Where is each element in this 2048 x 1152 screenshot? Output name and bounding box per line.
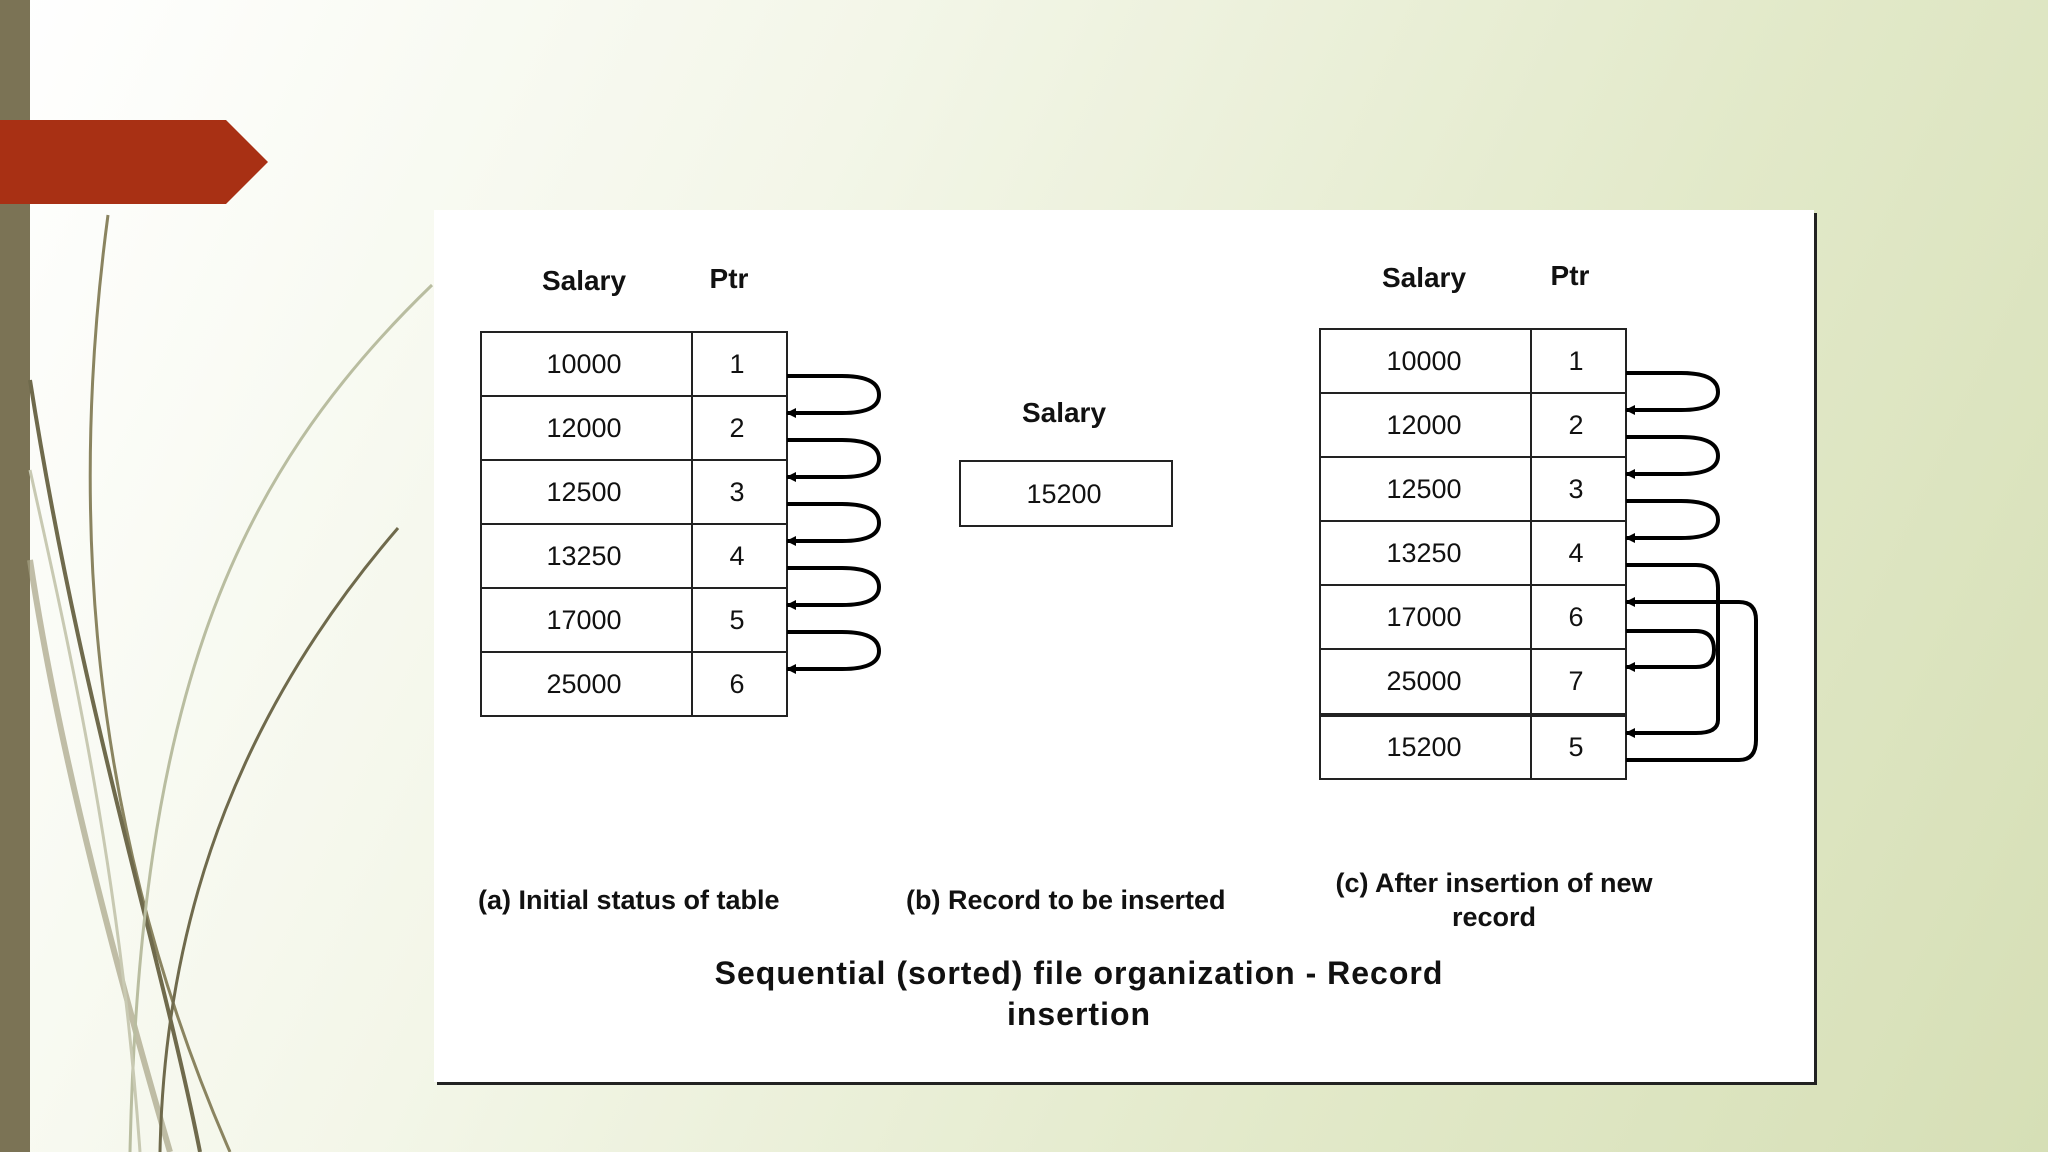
- table-a-ptr-header: Ptr: [709, 263, 749, 294]
- table-c-cell: 7: [1568, 666, 1584, 696]
- table-c-cell: 4: [1568, 538, 1584, 568]
- pointer-arrow: [787, 632, 879, 669]
- table-a-cell: 2: [729, 413, 745, 443]
- record-b-value: 15200: [1026, 479, 1102, 509]
- pointer-arrow: [1626, 501, 1718, 538]
- table-a-cell: 3: [729, 477, 745, 507]
- pointer-arrow: [787, 568, 879, 605]
- table-a-cell: 4: [729, 541, 745, 571]
- table-c-cell: 10000: [1386, 346, 1462, 376]
- pointer-arrow: [787, 376, 879, 413]
- table-c-cell: 17000: [1386, 602, 1462, 632]
- table-c-salary-header: Salary: [1381, 262, 1467, 293]
- table-a-cell: 12500: [546, 477, 622, 507]
- pointer-arrow-to-new-record: [1626, 565, 1718, 733]
- caption-c-line1: (c) After insertion of new: [1335, 868, 1653, 898]
- table-c-cell: 3: [1568, 474, 1584, 504]
- record-b-salary-header: Salary: [1021, 397, 1107, 428]
- table-a-cell: 5: [729, 605, 745, 635]
- table-c-cell: 1: [1568, 346, 1584, 376]
- pointer-arrow: [1626, 437, 1718, 474]
- table-c-ptr-header: Ptr: [1550, 260, 1590, 291]
- record-b: [960, 397, 1172, 526]
- pointer-arrow: [787, 440, 879, 477]
- table-a-cell: 25000: [546, 669, 622, 699]
- pointer-arrow: [1626, 373, 1718, 410]
- diagram-title-line2: insertion: [1006, 996, 1152, 1032]
- diagram-panel: [434, 210, 1814, 1082]
- diagram-title-line1: Sequential (sorted) file organization - Record: [714, 955, 1444, 991]
- table-a-cell: 6: [729, 669, 745, 699]
- pointer-arrow-from-new-record: [1626, 602, 1756, 760]
- table-a-cell: 1: [729, 349, 745, 379]
- table-a-cell: 13250: [546, 541, 622, 571]
- caption-c-line2: record: [1451, 902, 1537, 932]
- section-tab: [0, 120, 268, 204]
- table-a-cell: 12000: [546, 413, 622, 443]
- table-c: [1320, 260, 1756, 779]
- table-c-cell: 25000: [1386, 666, 1462, 696]
- pointer-arrow: [787, 504, 879, 541]
- table-a-cell: 10000: [546, 349, 622, 379]
- table-c-cell: 5: [1568, 732, 1584, 762]
- table-a: [481, 263, 879, 716]
- table-c-cell: 13250: [1386, 538, 1462, 568]
- table-c-cell: 12000: [1386, 410, 1462, 440]
- caption-b: (b) Record to be inserted: [906, 885, 1226, 915]
- table-a-salary-header: Salary: [541, 265, 627, 296]
- table-c-cell: 12500: [1386, 474, 1462, 504]
- table-a-cell: 17000: [546, 605, 622, 635]
- pointer-arrow: [1626, 631, 1714, 667]
- table-c-cell: 2: [1568, 410, 1584, 440]
- table-c-cell: 15200: [1386, 732, 1462, 762]
- table-c-cell: 6: [1568, 602, 1584, 632]
- caption-a: (a) Initial status of table: [478, 885, 780, 915]
